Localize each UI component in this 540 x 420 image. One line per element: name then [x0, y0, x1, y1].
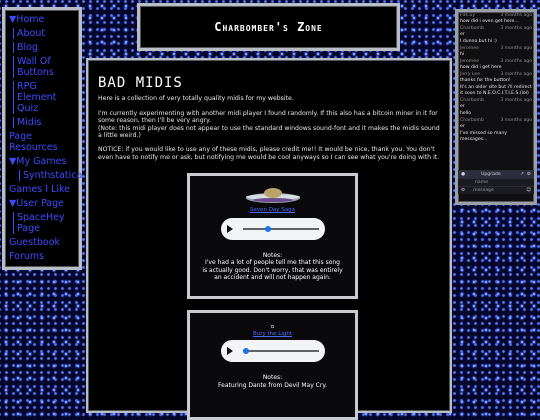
settings-icon[interactable]: ⚙: [461, 187, 466, 193]
audio-seek-bar[interactable]: [243, 228, 319, 230]
midi-card: [187, 310, 358, 420]
audio-player[interactable]: [221, 340, 325, 362]
chat-text: how did i even get here...: [460, 19, 519, 24]
chat-timestamp: 3 months ago: [500, 118, 532, 123]
user-icon: ●: [461, 171, 466, 177]
nav-synthstatica[interactable]: Synthstatica: [19, 170, 75, 181]
chat-text: er: [460, 32, 465, 37]
nav-user-page[interactable]: ▼User Page: [9, 198, 64, 209]
player-note: (Note: this midi player does not appear to use the standard windows sound-font and it makes the midis sound a little weird.): [98, 124, 440, 140]
broken-image-icon: ▫: [270, 323, 275, 330]
chat-messages: [460, 13, 532, 143]
chat-message: [460, 72, 532, 84]
chat-timestamp: 3 months ago: [500, 72, 532, 77]
chat-message: [460, 111, 532, 117]
external-link-icon[interactable]: ↗: [520, 171, 524, 177]
chat-timestamp: 3 months ago: [500, 59, 532, 64]
chat-message: [460, 131, 532, 143]
chat-text: how did i get here: [460, 65, 502, 70]
notes-label: Notes:: [262, 252, 283, 260]
chat-username[interactable]: Charbomb: [460, 118, 484, 123]
gear-icon[interactable]: ⚙: [526, 171, 531, 177]
experiment-text: [98, 110, 440, 140]
notes-label: Notes:: [262, 374, 283, 382]
chat-text: er: [460, 124, 465, 129]
chat-timestamp: 3 months ago: [500, 46, 532, 51]
chat-message: [460, 26, 532, 38]
chat-username[interactable]: Jeromee: [460, 46, 479, 51]
chat-upgrade-bar: [458, 170, 534, 178]
nav-forums[interactable]: Forums: [9, 251, 45, 262]
upgrade-button[interactable]: Upgrade: [481, 171, 501, 177]
notice-text: NOTICE: if you would like to use any of these midis, please credit me!! It would be nice, thank you. You don't even have to notify me or ask, but notifying me would be cool anyways so I can see what you're doing with it.: [98, 146, 440, 161]
midi-card: [187, 173, 358, 299]
nav-guestbook[interactable]: Guestbook: [9, 237, 61, 248]
nav-games-i-like[interactable]: Games I Like: [9, 184, 71, 195]
nav-blog[interactable]: Blog: [13, 42, 75, 53]
chat-message: [460, 85, 532, 97]
audio-player[interactable]: [221, 218, 325, 240]
audio-seek-bar[interactable]: [243, 350, 319, 352]
chat-message: [460, 98, 532, 110]
chat-username[interactable]: Jerry Lee: [460, 72, 481, 77]
site-nav: [2, 7, 82, 270]
page-title: BAD MIDIS: [98, 75, 183, 91]
nav-page-resources[interactable]: Page Resources: [9, 131, 58, 153]
chat-username[interactable]: Charbomb: [460, 26, 484, 31]
nav-my-games[interactable]: ▼My Games: [9, 156, 67, 167]
nav-rpg-element-quiz[interactable]: RPG Element Quiz: [13, 81, 75, 114]
chat-message: [460, 59, 532, 71]
chat-message: [460, 39, 532, 45]
seek-thumb[interactable]: [243, 348, 249, 354]
message-placeholder: message: [473, 187, 494, 193]
chat-timestamp: 3 months ago: [500, 13, 532, 18]
nav-home[interactable]: ▼Home: [9, 14, 45, 25]
chat-message: [460, 118, 532, 130]
play-icon[interactable]: [227, 347, 233, 355]
nav-spacehey-page[interactable]: SpaceHey Page: [13, 212, 75, 234]
chat-name-field[interactable]: [458, 178, 534, 186]
nav-wall-of-buttons[interactable]: Wall Of Buttons: [13, 56, 75, 78]
site-header: [137, 3, 400, 51]
chat-text: I've missed so many messages...: [460, 131, 507, 142]
chat-message: [460, 46, 532, 58]
site-title: Charbomber's Zone: [214, 20, 323, 34]
chat-timestamp: 3 months ago: [500, 98, 532, 103]
seek-thumb[interactable]: [265, 226, 271, 232]
nav-about[interactable]: About: [13, 28, 75, 39]
chat-timestamp: 3 months ago: [500, 26, 532, 31]
name-placeholder: name: [475, 179, 489, 185]
chat-text: hello: [460, 111, 472, 116]
notes-text: I've had a lot of people tell me that this song is actually good. Don't worry, that was entirely an accident and will not happen again.: [202, 259, 343, 281]
chat-message-field[interactable]: [458, 186, 534, 194]
chat-username[interactable]: Jeromee: [460, 59, 479, 64]
ufo-image: [245, 188, 301, 206]
chat-text: I dunno but hi :): [460, 39, 497, 44]
nav-midis[interactable]: Midis: [13, 117, 75, 128]
emoji-icon[interactable]: ☺: [526, 187, 531, 193]
chat-username[interactable]: Charbomb: [460, 98, 484, 103]
experiment-line: I'm currently experimenting with another midi player I found randomly. If this also has a bitcoin miner in it for some reason, then I'll be very angry.: [98, 109, 438, 125]
chat-text: er: [460, 104, 465, 109]
midi-link[interactable]: Seven Day Saga: [249, 207, 296, 213]
intro-text: Here is a collection of very totally quality midis for my website.: [98, 95, 294, 103]
chat-message: [460, 13, 532, 25]
chat-text: It's an older site but i'll redirect it soon to N.E.O.C.I.T.I.E.S.(lol): [460, 85, 532, 96]
chat-box: [455, 9, 537, 205]
chat-text: thanks for the button!: [460, 78, 511, 83]
chat-username[interactable]: Fds.uy: [460, 13, 476, 18]
midi-link[interactable]: Bury the Light: [252, 331, 293, 338]
notes-text: Featuring Dante from Devil May Cry.: [218, 381, 327, 389]
play-icon[interactable]: [227, 225, 233, 233]
chat-text: hi: [460, 52, 465, 57]
main-content: [86, 58, 452, 413]
